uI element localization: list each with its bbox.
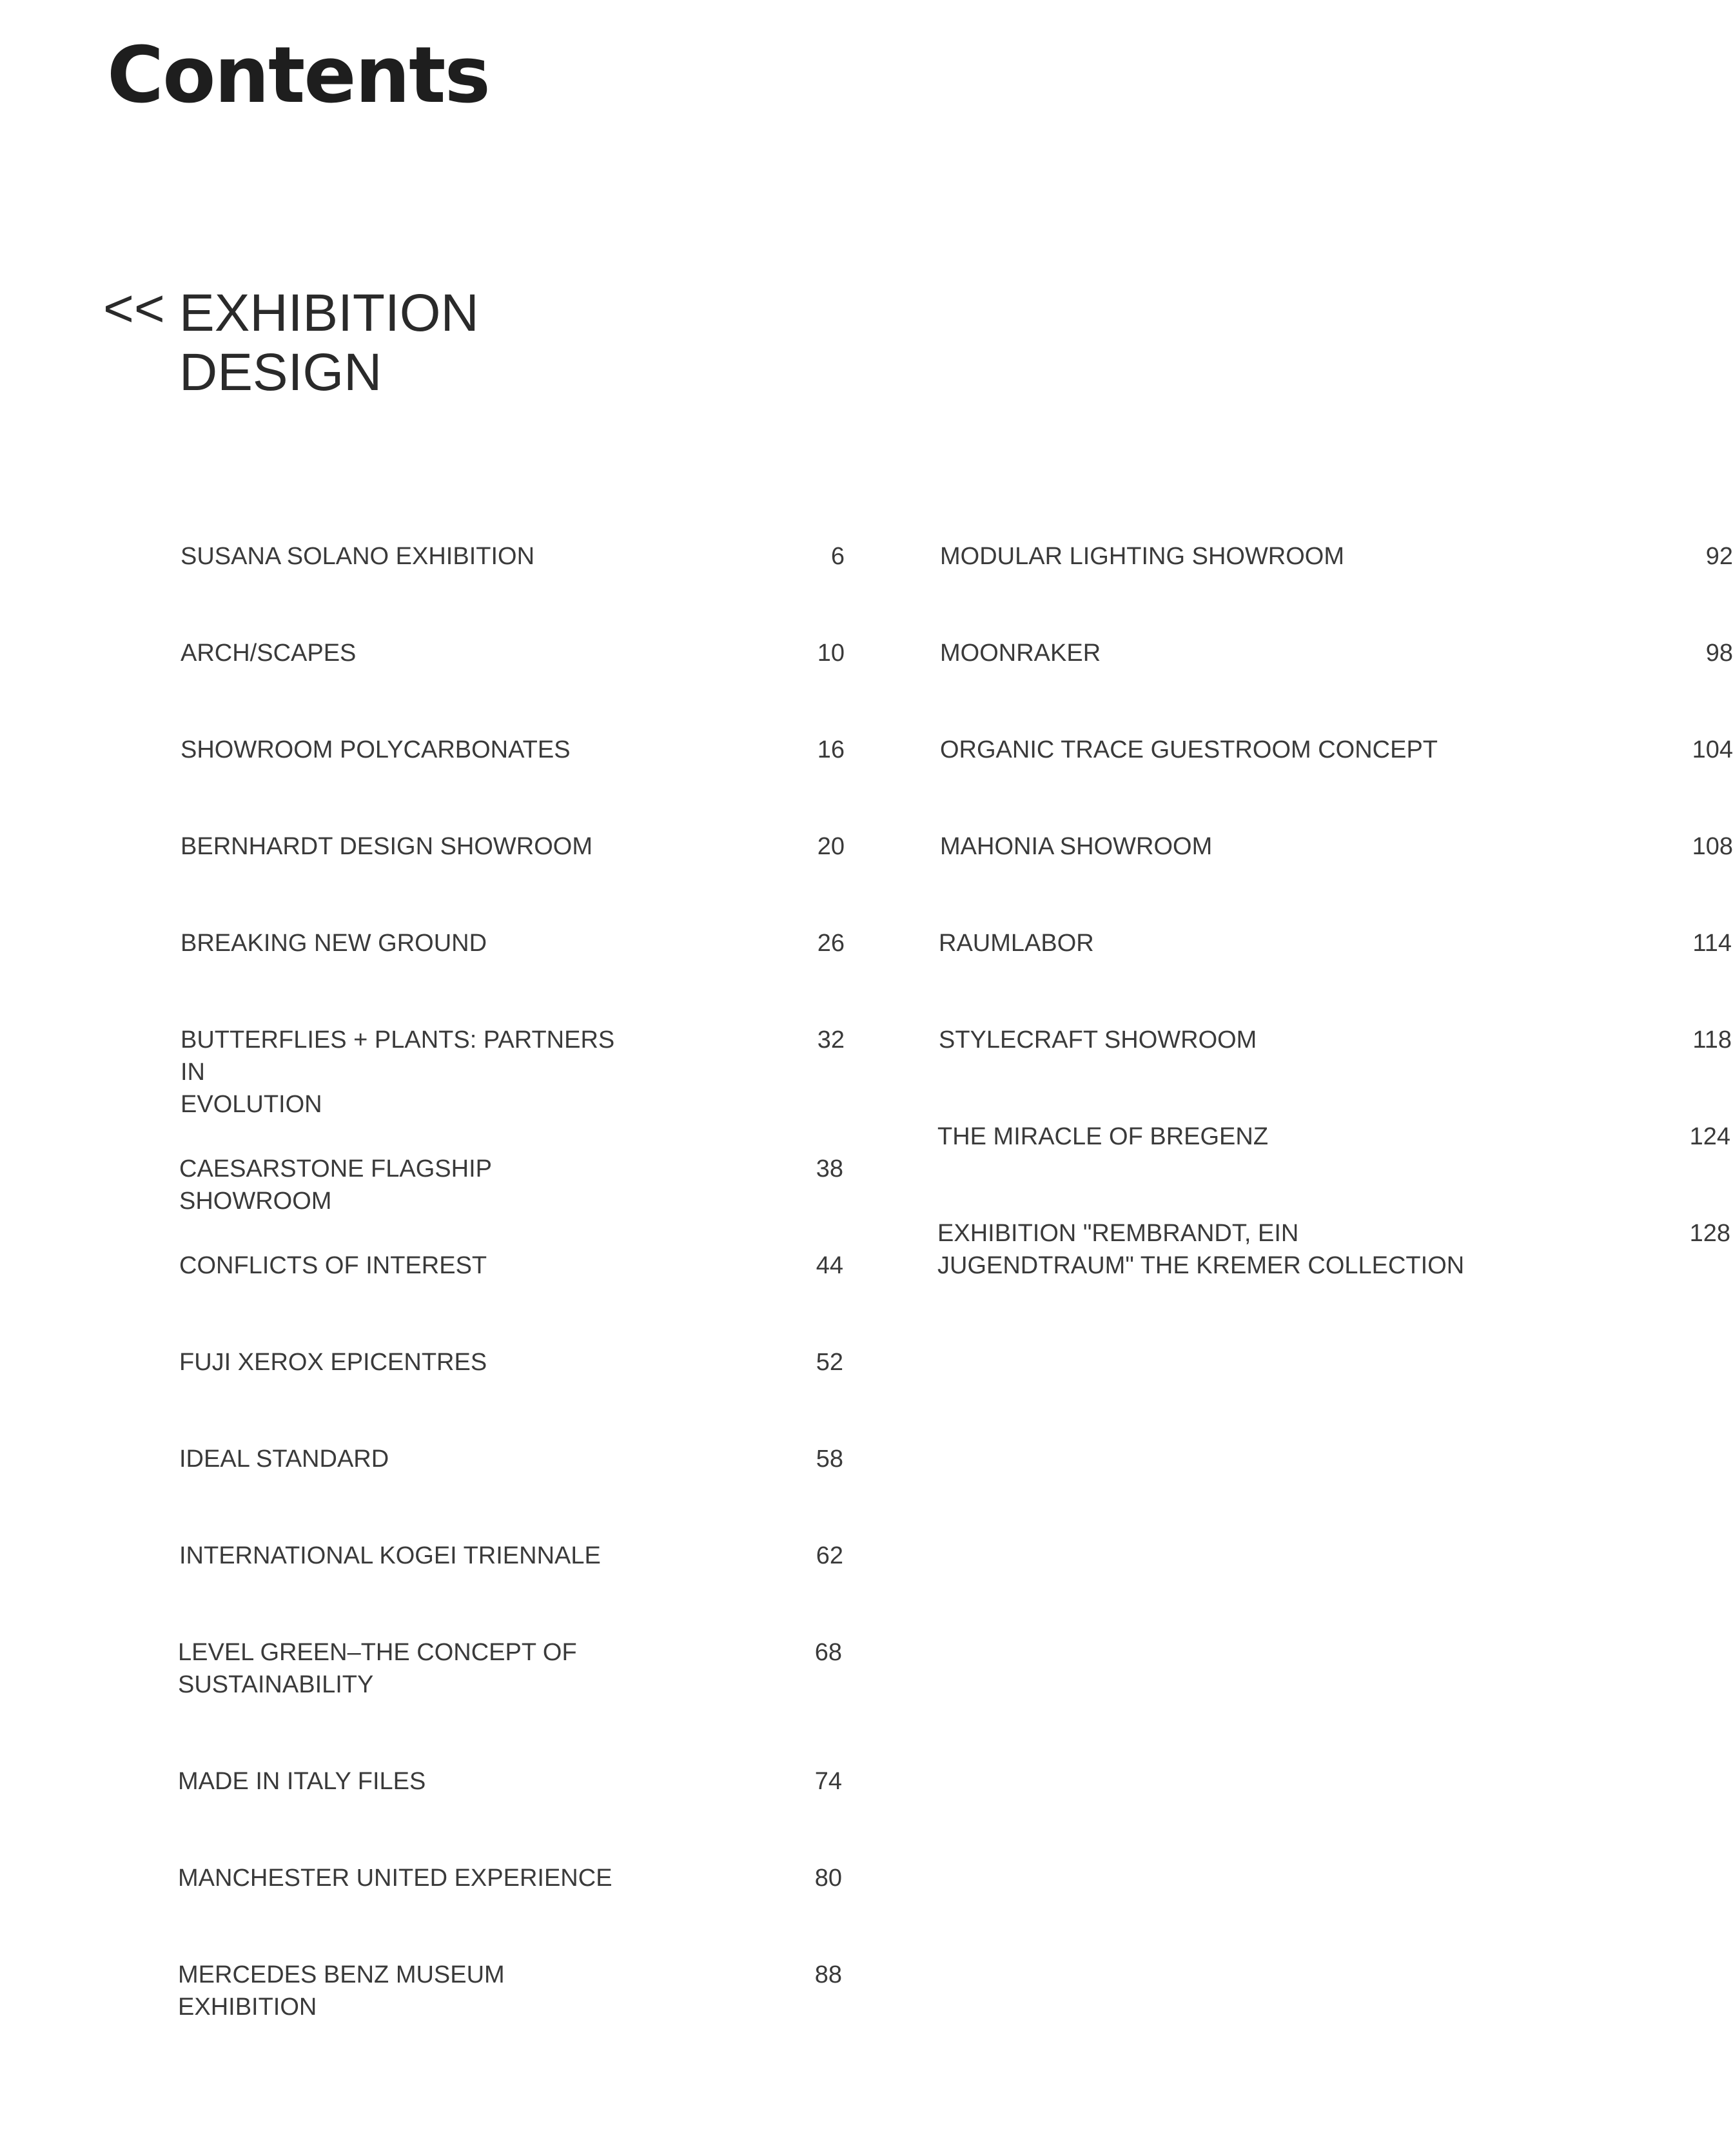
page-title: Contents <box>107 31 489 121</box>
toc-entry-page: 124 <box>1689 1123 1730 1150</box>
toc-entry-title <box>178 1636 642 1701</box>
toc-entry-page: 58 <box>816 1446 843 1473</box>
toc-entry-title: RAUMLABOR <box>939 930 1094 957</box>
toc-entry-page: 52 <box>816 1349 843 1376</box>
toc-entry-page: 114 <box>1692 930 1732 957</box>
toc-entry-title: IDEAL STANDARD <box>179 1446 389 1473</box>
toc-entry-page: 20 <box>817 833 845 860</box>
toc-entry-title-line-1: LEVEL GREEN–THE CONCEPT OF <box>178 1639 577 1666</box>
toc-entry-page: 74 <box>814 1768 842 1795</box>
toc-entry-title-line-2: EVOLUTION <box>181 1091 322 1118</box>
toc-entry-title: MADE IN ITALY FILES <box>178 1768 426 1795</box>
section-title <box>179 284 631 402</box>
section-marker: << <box>103 279 165 338</box>
toc-entry-page: 80 <box>814 1865 842 1892</box>
toc-entry-title: BERNHARDT DESIGN SHOWROOM <box>181 833 593 860</box>
toc-entry-page: 92 <box>1705 543 1733 570</box>
toc-entry-title: CAESARSTONE FLAGSHIP SHOWROOM <box>179 1155 492 1215</box>
toc-entry-title: STYLECRAFT SHOWROOM <box>939 1026 1257 1054</box>
toc-entry-title <box>181 1024 645 1121</box>
toc-entry-title: MODULAR LIGHTING SHOWROOM <box>940 543 1345 570</box>
toc-entry-title-line-2: SUSTAINABILITY <box>178 1671 374 1698</box>
toc-entry-page: 88 <box>814 1961 842 1988</box>
toc-entry-page: 104 <box>1692 736 1733 763</box>
toc-entry-page: 44 <box>816 1252 843 1279</box>
toc-entry-title <box>937 1217 1479 1282</box>
toc-entry-title: ARCH/SCAPES <box>181 640 357 667</box>
toc-entry-page: 62 <box>816 1542 843 1569</box>
toc-entry-title: MAHONIA SHOWROOM <box>940 833 1213 860</box>
toc-entry-page: 108 <box>1692 833 1733 860</box>
toc-entry-page: 118 <box>1692 1026 1732 1054</box>
section-title-line-1: EXHIBITION <box>179 284 479 342</box>
toc-entry-title-line-1: BUTTERFLIES + PLANTS: PARTNERS IN <box>181 1026 615 1086</box>
toc-entry-page: 16 <box>817 736 845 763</box>
toc-entry-title-line-1: EXHIBITION "REMBRANDT, EIN <box>937 1220 1299 1247</box>
toc-entry-page: 10 <box>817 640 845 667</box>
toc-entry-title: THE MIRACLE OF BREGENZ <box>937 1123 1269 1150</box>
toc-entry-page: 32 <box>817 1026 845 1054</box>
toc-entry-page: 26 <box>817 930 845 957</box>
toc-entry-title: SHOWROOM POLYCARBONATES <box>181 736 571 763</box>
toc-entry-title: ORGANIC TRACE GUESTROOM CONCEPT <box>940 736 1438 763</box>
toc-entry-title-line-2: JUGENDTRAUM" THE KREMER COLLECTION <box>937 1252 1465 1279</box>
toc-entry-page: 38 <box>816 1155 843 1182</box>
toc-entry-title: MANCHESTER UNITED EXPERIENCE <box>178 1865 612 1892</box>
toc-entry-title: MOONRAKER <box>940 640 1101 667</box>
toc-entry-title: BREAKING NEW GROUND <box>181 930 487 957</box>
section-title-line-2: DESIGN <box>179 343 382 402</box>
toc-entry-title: MERCEDES BENZ MUSEUM EXHIBITION <box>178 1961 505 2021</box>
toc-entry-page: 6 <box>830 543 845 570</box>
toc-entry-title: FUJI XEROX EPICENTRES <box>179 1349 487 1376</box>
toc-entry-title: INTERNATIONAL KOGEI TRIENNALE <box>179 1542 601 1569</box>
toc-entry-page: 128 <box>1689 1220 1730 1247</box>
toc-entry-page: 98 <box>1705 640 1733 667</box>
toc-entry-page: 68 <box>814 1639 842 1666</box>
toc-entry-title: SUSANA SOLANO EXHIBITION <box>181 543 535 570</box>
toc-entry-title: CONFLICTS OF INTEREST <box>179 1252 487 1279</box>
